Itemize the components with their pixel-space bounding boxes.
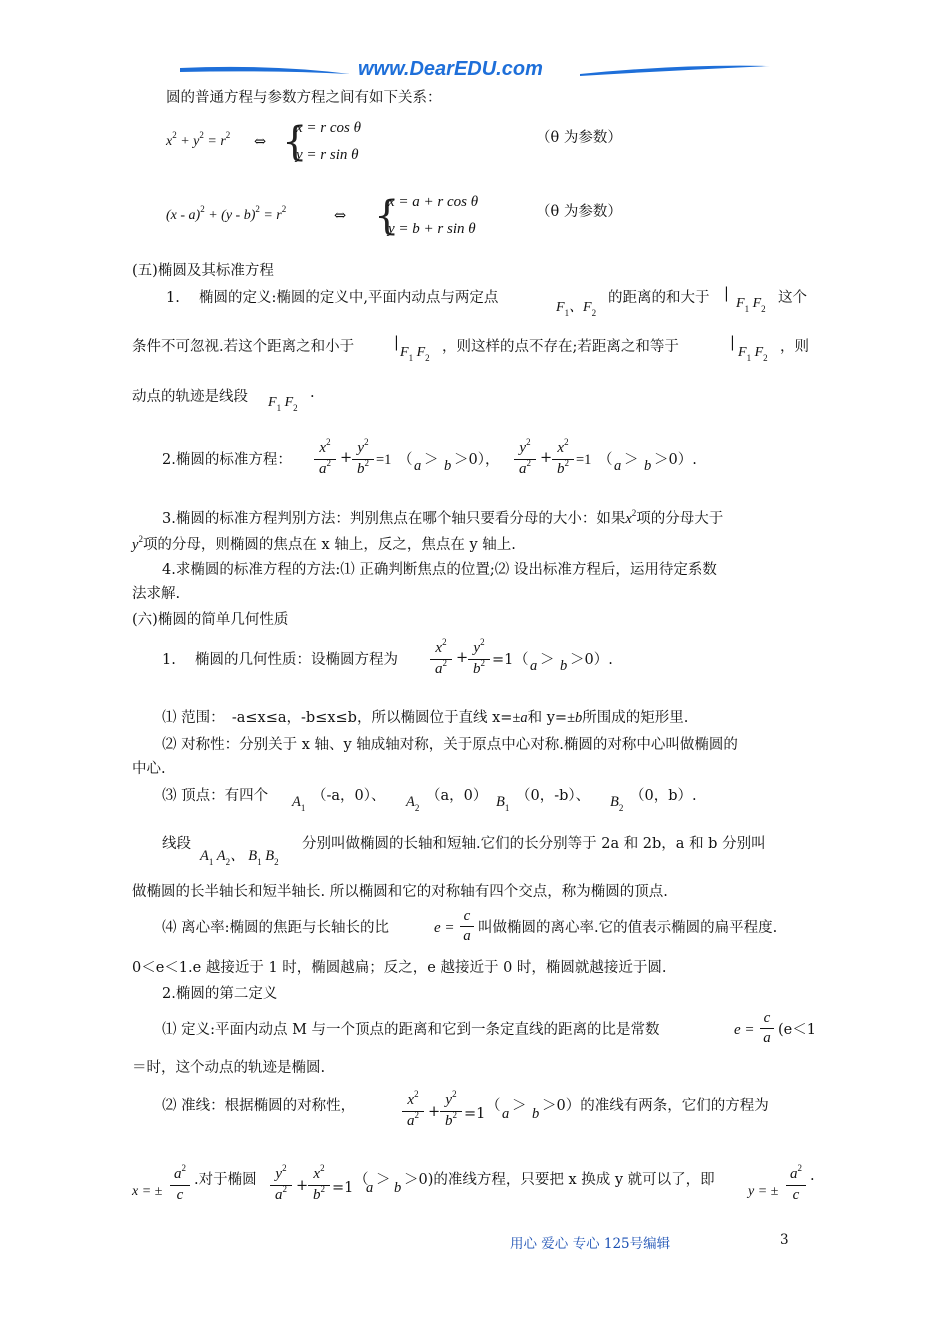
r3-text-b: （-a，0）、	[312, 788, 386, 804]
r5-line1	[162, 908, 832, 948]
gt-1: ＞	[424, 452, 439, 468]
x-eq-pm: x = ±	[132, 1184, 163, 1199]
r2-line1: ⑵ 对称性：分别关于 x 轴、y 轴成轴对称，关于原点中心对称.椭圆的对称中心叫做椭圆的	[162, 737, 738, 753]
vertex-B2: $B_2$	[610, 794, 624, 813]
p1-text-c: 这个	[778, 290, 807, 306]
p2-paren-2: （	[598, 452, 613, 468]
gt-u3: ＞	[376, 1172, 391, 1188]
eq1-lhs: $x^2 + y^2 = r^2$	[166, 130, 231, 149]
u1-line2: ＝时，这个动点的轨迹是椭圆.	[132, 1060, 326, 1076]
vertex-B1: $B_1$	[496, 794, 510, 813]
eq2-brace: {	[374, 193, 400, 239]
p1-text-e: ，则这样的点不存在;若距离之和等于	[442, 339, 679, 355]
plus-2: +	[540, 450, 553, 466]
p1-text-d: 条件不可忽视.若这个距离之和小于	[132, 339, 355, 355]
p3-text-a: 3.椭圆的标准方程判别方法：判别焦点在哪个轴只要看分母的大小：如果	[162, 511, 626, 527]
eq1-row2: y = r sin θ	[296, 147, 359, 163]
var-a-q1: a	[530, 658, 538, 674]
r1-pm-a: ±a	[512, 710, 528, 726]
footer-text: 用心 爱心 专心 125号编辑	[510, 1236, 671, 1252]
p4-line1: 4.求椭圆的标准方程的方法:⑴ 正确判断焦点的位置;⑵ 设出标准方程后，运用待定系数	[162, 562, 717, 578]
eq2-arrow: ⇔	[334, 208, 347, 224]
p2-text-e: ＞0）.	[654, 452, 697, 468]
frac-x2-a2-q1: $x^2$ $a^2$	[430, 640, 452, 679]
p3-line1	[162, 507, 822, 528]
abs-bar-open: |	[724, 286, 729, 302]
y-eq-pm: y = ±	[748, 1184, 779, 1199]
q1-paren: （	[514, 652, 529, 668]
p2-text-d: ＞0），	[454, 452, 500, 468]
p1-text-b: 的距离的和大于	[608, 290, 710, 306]
r4-line1	[162, 832, 822, 866]
gt-q1: ＞	[540, 652, 555, 668]
frac-y2-b2-u2: $y^2$ $b^2$	[440, 1092, 462, 1131]
frac-x2-a2: $x^2$ $a^2$	[314, 440, 336, 479]
second-def-heading: 2.椭圆的第二定义	[162, 986, 278, 1002]
frac-c-a: c a	[460, 908, 474, 945]
r3-text-a: ⑶ 顶点：有四个	[162, 788, 269, 804]
e-equals-2: e =	[734, 1022, 755, 1038]
var-a-u2: a	[502, 1106, 510, 1122]
intro-line: 圆的普通方程与参数方程之间有如下关系：	[166, 90, 442, 106]
frac-x2-b2-u3: $x^2$ $b^2$	[308, 1166, 330, 1205]
eq2-row1: x = a + r cos θ	[388, 194, 479, 210]
q1-text-d: ＞0）.	[570, 652, 613, 668]
u1-text-b: (e＜1	[778, 1022, 816, 1038]
eq1-arrow: ⇔	[254, 134, 267, 150]
x-squared: $x^2$	[625, 508, 637, 527]
F1F2-dist-2: $F_1$ $F_2$	[400, 345, 430, 363]
y-squared: $y^2$	[132, 534, 143, 553]
section-6-heading: (六)椭圆的简单几何性质	[132, 612, 289, 628]
q1-text-a: 1. 椭圆的几何性质：设椭圆方程为	[162, 652, 398, 668]
frac-a2-c-2: $a^2$ c	[786, 1166, 806, 1204]
var-a-1: a	[414, 458, 422, 474]
r4-text-a: 线段	[162, 836, 191, 852]
eq1-brace: {	[282, 119, 308, 165]
eq-one-q1: =1	[492, 652, 514, 668]
var-b-2: b	[644, 458, 652, 474]
r1-line	[162, 706, 688, 727]
F1F2-dist-3: $F_1$ $F_2$	[738, 345, 768, 363]
u3-paren: （	[354, 1172, 369, 1188]
p1-line1	[166, 286, 826, 320]
F1F2-pair: $F_1$、$F_2$	[556, 300, 597, 318]
p2-line	[162, 437, 762, 496]
plus-u3: +	[296, 1178, 309, 1194]
site-name[interactable]: www.DearEDU.com	[358, 58, 543, 80]
var-a-2: a	[614, 458, 622, 474]
p1-text-h: .	[310, 385, 315, 401]
eq-one-2: =1	[576, 452, 592, 468]
u2-paren: （	[486, 1098, 501, 1114]
eq-one-u3: =1	[332, 1180, 354, 1196]
u1-text-a: ⑴ 定义:平面内动点 M 与一个顶点的距离和它到一条定直线的距离的比是常数	[162, 1022, 660, 1038]
u2-text-d: ＞0）的准线有两条，它们的方程为	[542, 1098, 769, 1114]
abs-bar-3a: |	[730, 335, 735, 351]
r2-line2: 中心.	[132, 761, 166, 777]
vertex-A2: $A_2$	[406, 794, 420, 813]
p1-text-a: 1. 椭圆的定义:椭圆的定义中,平面内动点与两定点	[166, 290, 499, 306]
plus-u2: +	[428, 1104, 441, 1120]
frac-y2-b2-q1: $y^2$ $b^2$	[468, 640, 490, 679]
eq1-row1: x = r cos θ	[296, 120, 361, 136]
var-b-q1: b	[560, 658, 568, 674]
frac-x2-b2: $x^2$ $b^2$	[552, 440, 574, 479]
u3-text-e: .	[810, 1168, 815, 1184]
gt-2: ＞	[624, 452, 639, 468]
circle-equation-2	[166, 194, 686, 244]
var-a-u3: a	[366, 1180, 374, 1196]
frac-y2-a2: $y^2$ $a^2$	[514, 440, 536, 479]
eq2-note: （θ 为参数）	[536, 204, 622, 220]
eq-one-u2: =1	[464, 1106, 486, 1122]
eq2-lhs: $(x - a)^2 + (y - b)^2 = r^2$	[166, 204, 287, 223]
abs-bar-2a: |	[394, 335, 399, 351]
var-b-u2: b	[532, 1106, 540, 1122]
u1-line1	[162, 1010, 832, 1050]
F1F2-segment: $F_1$ $F_2$	[268, 395, 298, 413]
r1-pm-b: ±b	[567, 710, 583, 726]
u2-line	[162, 1089, 832, 1142]
plus-1: +	[340, 450, 353, 466]
r5-text-b: 叫做椭圆的离心率.它的值表示椭圆的扁平程度.	[478, 920, 778, 936]
u2-text-a: ⑵ 准线：根据椭圆的对称性，	[162, 1098, 356, 1114]
banner-swoosh-right	[580, 62, 770, 82]
header-banner	[180, 58, 770, 84]
r4-line2: 做椭圆的长半轴长和短半轴长. 所以椭圆和它的对称轴有四个交点，称为椭圆的顶点.	[132, 884, 668, 900]
frac-c-a-2: c a	[760, 1010, 774, 1047]
eq2-row2: y = b + r sin θ	[388, 221, 476, 237]
p1-text-f: ，则	[780, 339, 809, 355]
var-b-1: b	[444, 458, 452, 474]
frac-y2-b2: $y^2$ $b^2$	[352, 440, 374, 479]
p1-line2	[132, 335, 822, 369]
r4-text-b: 分别叫做椭圆的长轴和短轴.它们的长分别等于 2a 和 2b，a 和 b 分别叫	[302, 836, 766, 852]
plus-q1: +	[456, 650, 469, 666]
vertex-A1: $A_1$	[292, 794, 306, 813]
p2-paren-1: （	[398, 452, 413, 468]
frac-a2-c: $a^2$ c	[170, 1166, 190, 1204]
circle-equation-1	[166, 120, 686, 170]
e-equals: e =	[434, 920, 455, 936]
banner-swoosh-left	[180, 62, 350, 82]
p4-line2: 法求解.	[132, 586, 181, 602]
r3-line	[162, 784, 762, 818]
r5-text-a: ⑷ 离心率:椭圆的焦距与长轴长的比	[162, 920, 389, 936]
eq-one-1: =1	[376, 452, 392, 468]
u3-line	[132, 1163, 832, 1216]
p3-text-b: 项的分母大于	[636, 511, 724, 527]
u3-text-a: .对于椭圆	[194, 1172, 257, 1188]
F1F2-dist: $F_1$ $F_2$	[736, 296, 766, 314]
gt-u2: ＞	[512, 1098, 527, 1114]
p3-text-c: 项的分母，则椭圆的焦点在 x 轴上，反之，焦点在 y 轴上.	[142, 537, 516, 553]
r5-line2: 0＜e＜1.e 越接近于 1 时，椭圆越扁；反之，e 越接近于 0 时，椭圆就越接近于圆.	[132, 960, 667, 976]
p1-text-g: 动点的轨迹是线段	[132, 389, 248, 405]
r3-text-e: （0，b）.	[630, 788, 697, 804]
p3-line2	[132, 533, 792, 554]
p1-line3	[132, 385, 432, 419]
u3-text-d: ＞0)的准线方程，只要把 x 换成 y 就可以了，即	[404, 1172, 715, 1188]
frac-x2-a2-u2: $x^2$ $a^2$	[402, 1092, 424, 1131]
frac-y2-a2-u3: $y^2$ $a^2$	[270, 1166, 292, 1205]
r1-text-e: 所围成的矩形里.	[582, 710, 689, 726]
page-number: 3	[780, 1232, 789, 1248]
r3-text-c: （a，0）	[426, 788, 488, 804]
r1-text-a: ⑴ 范围： -a≤x≤a，-b≤x≤b，所以椭圆位于直线 x=	[162, 710, 513, 726]
var-b-u3: b	[394, 1180, 402, 1196]
q1-line	[162, 637, 682, 696]
r1-text-c: 和 y=	[527, 710, 568, 726]
section-5-heading: (五)椭圆及其标准方程	[132, 263, 274, 279]
eq1-note: （θ 为参数）	[536, 130, 622, 146]
A1A2-segment: $A_1$ $A_2$、 $B_1$ $B_2$	[200, 848, 279, 867]
r3-text-d: （0，-b）、	[516, 788, 591, 804]
p2-text-a: 2.椭圆的标准方程：	[162, 452, 292, 468]
